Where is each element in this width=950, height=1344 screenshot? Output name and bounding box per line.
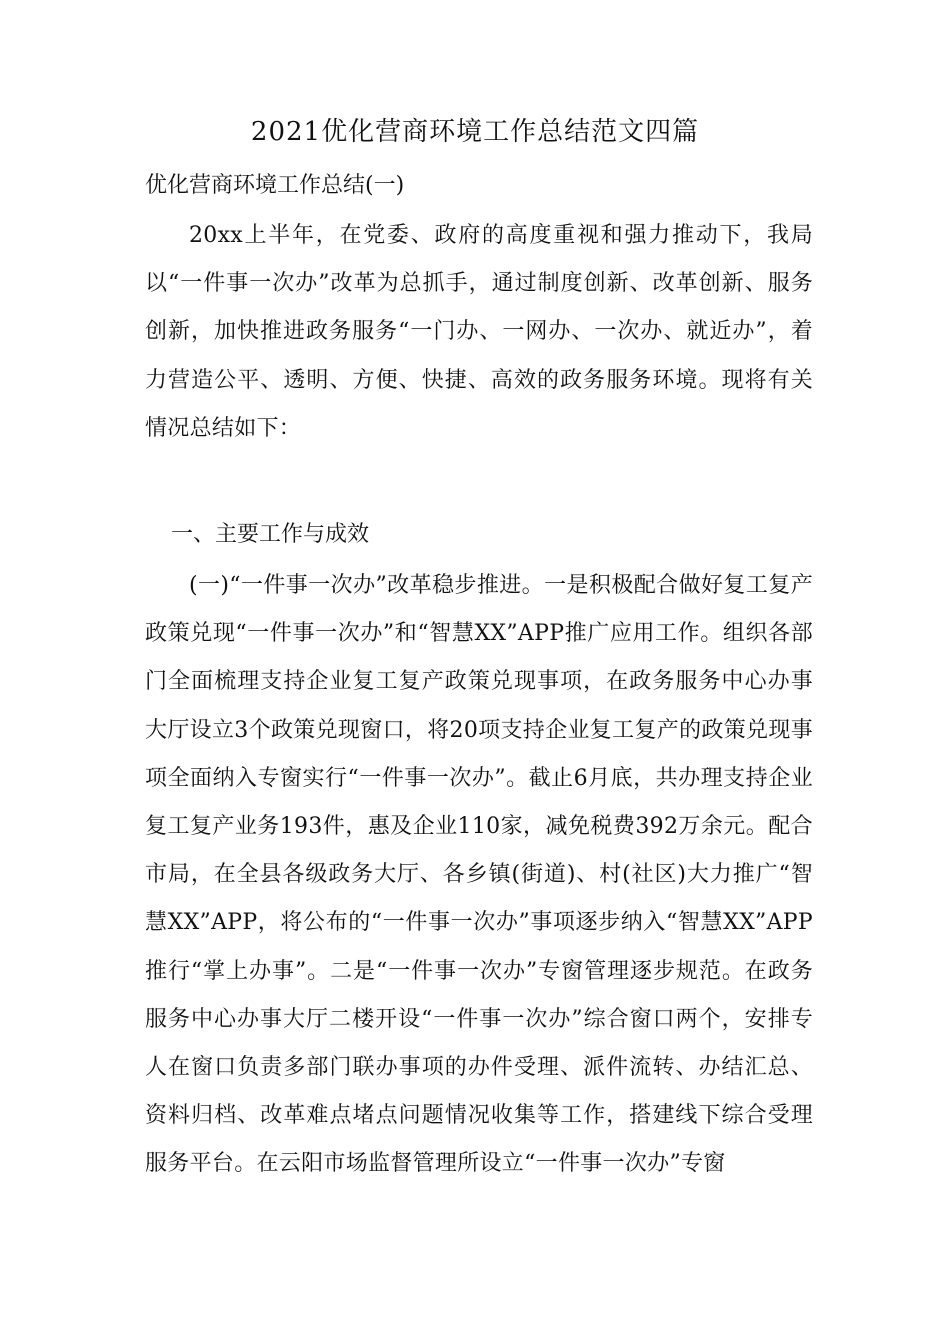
section-heading: 一、主要工作与成效 [171, 522, 370, 547]
intro-paragraph: 20xx上半年，在党委、政府的高度重视和强力推动下，我局以“一件事一次办”改革为总抓手，通过制度创新、改革创新、服务创新，加快推进政务服务“一门办、一网办、一次办、就近办”，着力营造公平、透明、方便、快捷、高效的政务服务环境。现将有关情况总结如下： [145, 223, 813, 441]
body-paragraph: (一)“一件事一次办”改革稳步推进。一是积极配合做好复工复产政策兑现“一件事一次办”和“智慧XX”APP推广应用工作。组织各部门全面梳理支持企业复工复产政策兑现事项，在政务服务中心办事大厅设立3个政策兑现窗口，将20项支持企业复工复产的政策兑现事项全面纳入专窗实行“一件事一次办”。截止6月底，共办理支持企业复工复产业务193件，惠及企业110家，减免税费392万余元。配合市局，在全县各级政务大厅、各乡镇(街道)、村(社区)大力推广“智慧XX”APP，将公布的“一件事一次办”事项逐步纳入“智慧XX”APP推行“掌上办事”。二是“一件事一次办”专窗管理逐步规范。在政务服务中心办事大厅二楼开设“一件事一次办”综合窗口两个，安排专人在窗口负责多部门联办事项的办件受理、派件流转、办结汇总、资料归档、改革难点堵点问题情况收集等工作，搭建线下综合受理服务平台。在云阳市场监督管理所设立“一件事一次办”专窗 [145, 573, 813, 1177]
document-title: 2021优化营商环境工作总结范文四篇 [250, 117, 700, 147]
document-subtitle: 优化营商环境工作总结(一) [145, 173, 405, 198]
